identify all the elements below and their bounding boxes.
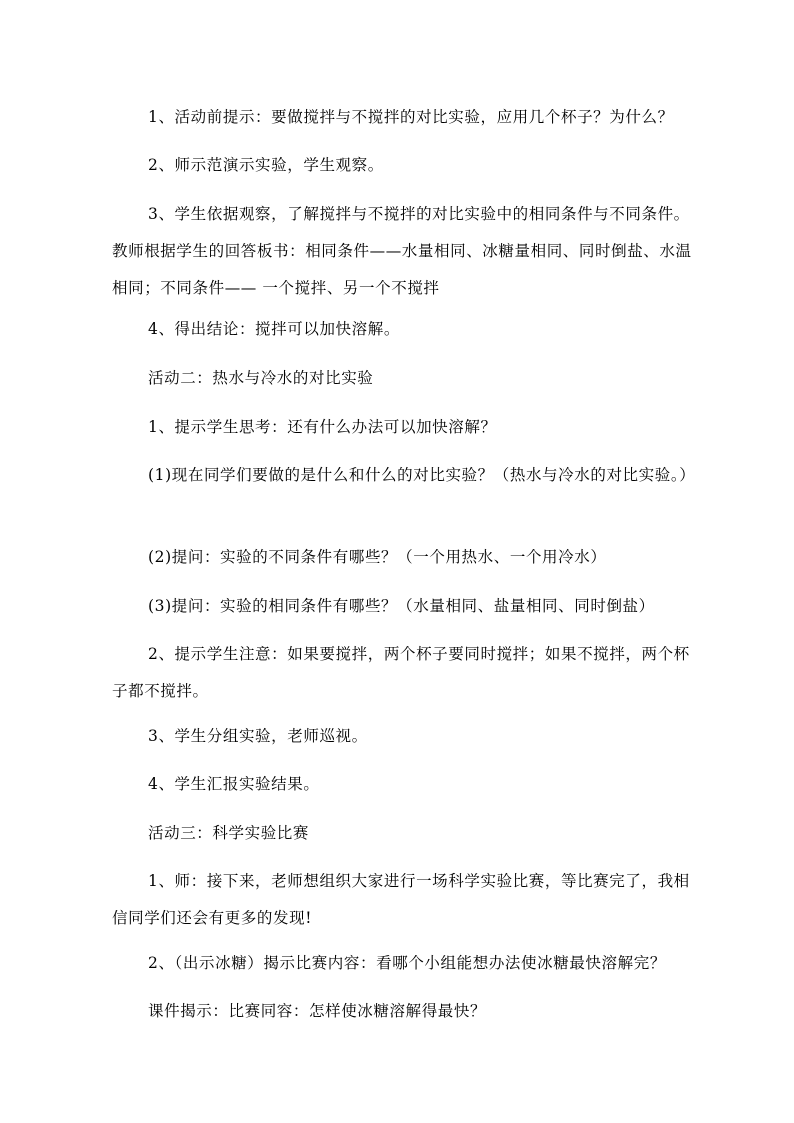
paragraph-14: 课件揭示：比赛同容：怎样使冰糖溶解得最快？ bbox=[148, 1002, 487, 1020]
paragraph-7: (2)提问：实验的不同条件有哪些？（一个用热水、一个用冷水） bbox=[148, 548, 607, 566]
section-heading-activity-3: 活动三：科学实验比赛 bbox=[148, 824, 310, 842]
paragraph-5: 1、提示学生思考：还有什么办法可以加快溶解？ bbox=[148, 418, 497, 436]
paragraph-13: 2、（出示冰糖）揭示比赛内容：看哪个小组能想办法使冰糖最快溶解完？ bbox=[148, 954, 666, 972]
paragraph-10: 3、学生分组实验，老师巡视。 bbox=[148, 727, 368, 745]
paragraph-2: 2、师示范演示实验，学生观察。 bbox=[148, 156, 384, 174]
paragraph-9: 2、提示学生注意：如果要搅拌，两个杯子要同时搅拌；如果不搅拌，两个杯子都不搅拌。 bbox=[112, 645, 690, 700]
paragraph-8: (3)提问：实验的相同条件有哪些？（水量相同、盐量相同、同时倒盐） bbox=[148, 597, 655, 615]
section-heading-activity-2: 活动二：热水与冷水的对比实验 bbox=[148, 369, 374, 387]
paragraph-1: 1、活动前提示：要做搅拌与不搅拌的对比实验，应用几个杯子？为什么？ bbox=[148, 108, 674, 126]
paragraph-3: 3、学生依据观察，了解搅拌与不搅拌的对比实验中的相同条件与不同条件。教师根据学生的回答板书：相同条件——水量相同、冰糖量相同、同时倒盐、水温相同；不同条件—— 一个搅拌、另一个不搅拌 bbox=[112, 205, 692, 297]
paragraph-4: 4、得出结论：搅拌可以加快溶解。 bbox=[148, 320, 400, 338]
paragraph-6: (1)现在同学们要做的是什么和什么的对比实验？（热水与冷水的对比实验。） bbox=[148, 466, 696, 484]
paragraph-11: 4、学生汇报实验结果。 bbox=[148, 775, 320, 793]
paragraph-12: 1、师：接下来，老师想组织大家进行一场科学实验比赛，等比赛完了，我相信同学们还会有更多的发现! bbox=[112, 872, 690, 927]
